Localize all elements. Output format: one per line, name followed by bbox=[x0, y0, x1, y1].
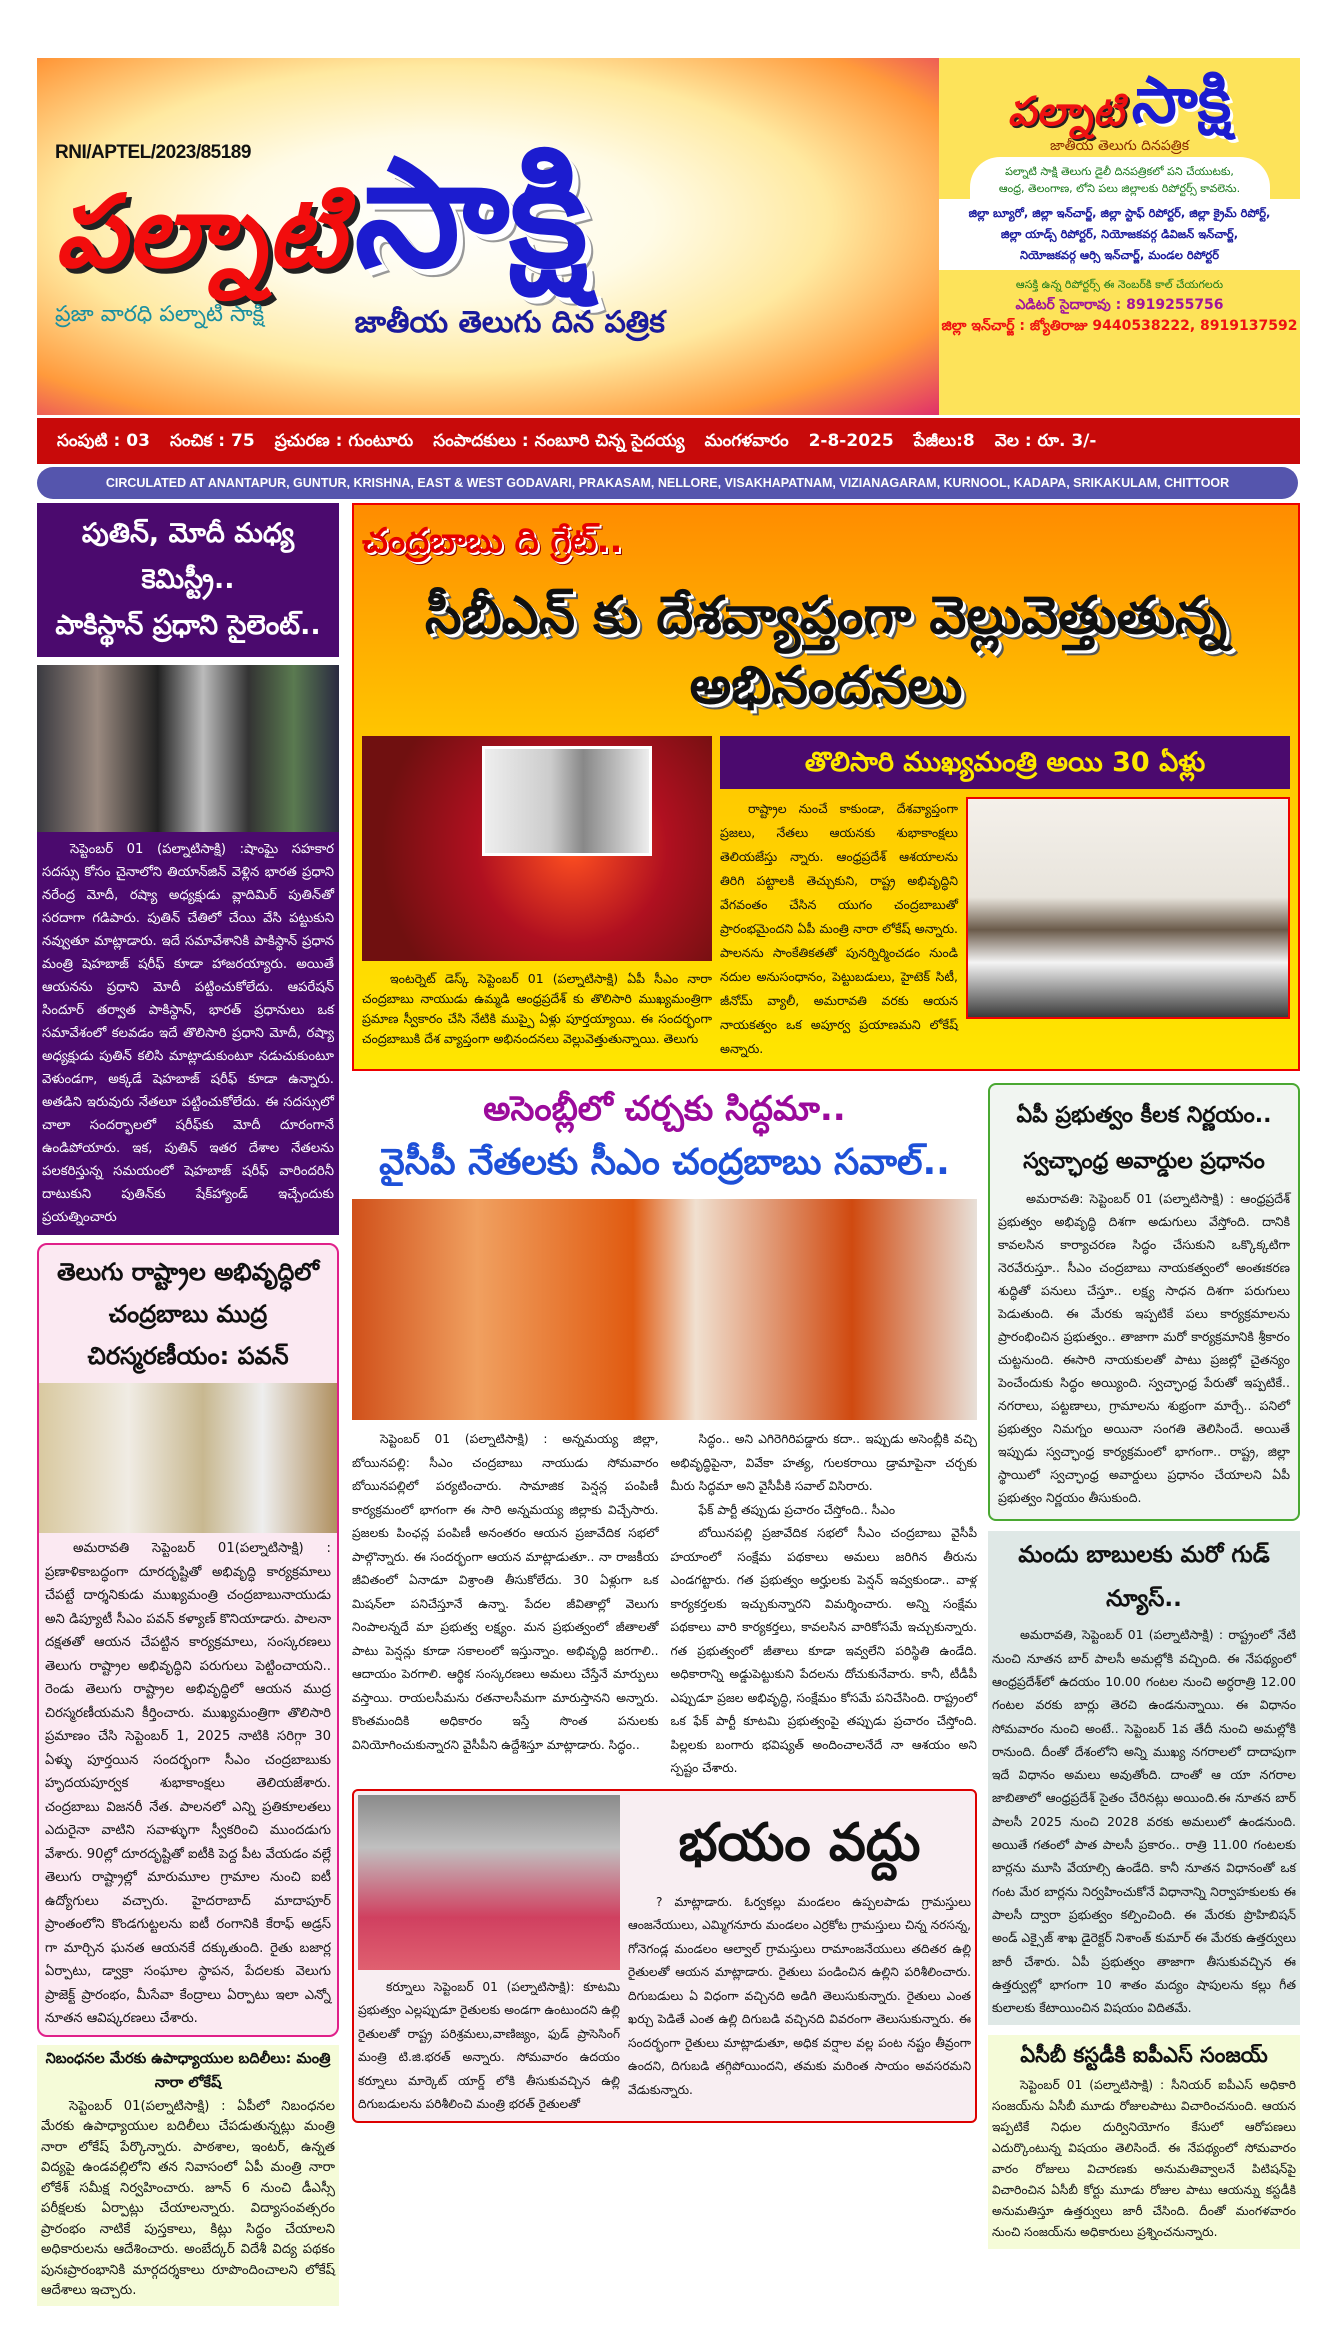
pawan-headline bbox=[39, 1245, 337, 1383]
subheading: ఫేక్ పార్టీ తప్పుడు ప్రచారం చేస్తోంది.. సీఎం bbox=[698, 1502, 896, 1517]
body-column bbox=[671, 1428, 978, 1781]
news-body bbox=[37, 503, 1300, 2306]
teacher-transfer-headline: నిబంధనల మేరకు ఉపాధ్యాయుల బదిలీలు: మంత్రి నారా లోకేష్ bbox=[45, 2050, 331, 2091]
onion-right bbox=[628, 1795, 971, 2117]
ad-editor-phone: ఎడిటర్ సైదారావు : 8919255756 bbox=[1015, 297, 1224, 314]
onion-farmers-article bbox=[352, 1789, 977, 2123]
date: 2-8-2025 bbox=[808, 431, 894, 451]
headline-line: ఏపీ ప్రభుత్వం కీలక నిర్ణయం.. bbox=[1016, 1103, 1272, 1129]
ad-logo-palnati: పల్నాటి bbox=[1007, 89, 1124, 136]
lead-left bbox=[362, 736, 712, 1049]
ad-call-text: ఆసక్తి ఉన్న రిపోర్టర్స్ ఈ నెంబర్‌కి కాల్ చేయగలరు bbox=[1015, 278, 1224, 292]
teacher-transfer-body: సెప్టెంబర్ 01(పల్నాటిసాక్షి) : ఏపీలో నిబంధనల మేరకు ఉపాధ్యాయుల బదిలీలు చేపడుతున్నట్లు మంత్రి నారా లోకేష్ పేర్కొన్నారు. పాఠశాల, ఇంటర్, ఉన్నత విద్యపై ఉండవల్లిలోని తన నివాసంలో ఏపీ మంత్రి నారా లోకేశ్ సమీక్ష నిర్వహించారు. జూన్ 6 నుంచి డీఎస్సీ పరీక్షలకు ఏర్పాట్లు చేయాలన్నారు. విద్యాసంవత్సరం ప్రారంభం నాటికే పుస్తకాలు, కిట్లు సిద్ధం చేయాలని అధికారులను ఆదేశించారు. అంబేద్కర్ విదేశీ విద్య పథకం పునఃప్రారంభానికి మార్గదర్శకాలు రూపొందించాలని లోకేష్ ఆదేశాలు ఇచ్చారు. bbox=[41, 2098, 335, 2298]
price: వెల : రూ. 3/- bbox=[994, 431, 1097, 451]
headline-line: పాకిస్థాన్ ప్రధాని సైలెంట్.. bbox=[55, 610, 321, 641]
issue-number: సంచిక : 75 bbox=[169, 431, 255, 451]
ad-intro-line: ఆంధ్ర, తెలంగాణ, లోని పలు జిల్లాలకు రిపోర్టర్స్ కావలెను. bbox=[998, 182, 1241, 196]
lead-headline: సీబీఎన్ కు దేశవ్యాప్తంగా వెల్లువెత్తుతున్న అభినందనలు bbox=[424, 586, 1228, 717]
left-column bbox=[37, 503, 339, 2306]
lead-body-left: ఇంటర్నెట్ డెస్క్ సెప్టెంబర్ 01 (పల్నాటిసాక్షి) ఏపీ సీఎం నారా చంద్రబాబు నాయుడు ఉమ్మడి ఆంధ్రప్రదేశ్ కు తొలిసారి ముఖ్యమంత్రిగా ప్రమాణ స్వీకారం చేసి నేటికి ముప్పై ఏళ్లు పూర్తయ్యాయి. ఈ సందర్భంగా చంద్రబాబుకి దేశ వ్యాప్తంగా అభినందనలు వెల్లువెత్తుతున్నాయి. తెలుగు bbox=[362, 970, 712, 1046]
body-column: సెప్టెంబర్ 01 (పల్నాటిసాక్షి) : అన్నమయ్య జిల్లా, బోయినపల్లి: సీఎం చంద్రబాబు నాయుడు సోమవారం బోయినపల్లిలో పర్యటించారు. సామాజిక పెన్షన్ల పంపిణీ కార్యక్రమంలో భాగంగా ఈ సారి అన్నమయ్య జిల్లాకు విచ్చేసారు. ప్రజలకు పింఛన్ల పంపిణీ అనంతరం ఆయన ప్రజావేదిక సభలో పాల్గొన్నారు. ఈ సందర్భంగా ఆయన మాట్లాడుతూ.. నా రాజకీయ జీవితంలో ఏనాడూ విశ్రాంతి తీసుకోలేదు. 30 ఏళ్లుగా ఒక మిషన్‌లా పనిచేస్తూనే ఉన్నా. పేదల జీవితాల్లో వెలుగు నింపాలన్నదే మా ప్రభుత్వ లక్ష్యం. మన ప్రభుత్వంలో జీతాలతో పాటు పెన్షన్లు కూడా సకాలంలో ఇస్తున్నాం. అభివృద్ధి జరగాలి.. ఆదాయం పెరగాలి. ఆర్థిక సంస్కరణలు అమలు చేస్తేనే మార్పులు వస్తాయి. రాయలసీమను రతనాలసీమగా మారుస్తానని అన్నారు. కొంతమందికి అధికారం ఇస్తే సొంత పనులకు వినియోగించుకున్నారని వైసీపీని ఉద్దేశిస్తూ మాట్లాడారు. సిద్ధం.. bbox=[352, 1432, 659, 1752]
assembly-challenge-body bbox=[352, 1428, 977, 1781]
putin-modi-photo bbox=[37, 665, 339, 832]
headline-line: స్వచ్ఛాంధ్ర అవార్డుల ప్రధానం bbox=[1023, 1149, 1265, 1175]
center-column bbox=[352, 1083, 977, 2123]
edition: ప్రచురణ : గుంటూరు bbox=[274, 431, 414, 451]
onion-market-photo bbox=[358, 1795, 620, 1970]
ad-intro bbox=[970, 157, 1270, 199]
headline-line: చంద్రబాబు ముద్ర చిరస్మరణీయం: పవన్ bbox=[87, 1300, 289, 1370]
volume: సంపుటి : 03 bbox=[57, 431, 150, 451]
circulation-bar: CIRCULATED AT ANANTAPUR, GUNTUR, KRISHNA, EAST & WEST GODAVARI, PRAKASAM, NELLORE, VISAKHAPATNAM, VIZIANAGARAM, KURNOOL, KADAPA, SRIKAKULAM, CHITTOOR bbox=[37, 467, 1298, 499]
rni-number: RNI/APTEL/2023/85189 bbox=[55, 142, 251, 164]
lower-area bbox=[352, 1083, 1300, 2249]
ad-subtitle: జాతీయ తెలుగు దినపత్రిక bbox=[1049, 138, 1190, 155]
masthead bbox=[37, 58, 939, 415]
tagline-left: ప్రజా వారధి పల్నాటి సాక్షి bbox=[55, 302, 265, 328]
ad-contacts bbox=[939, 270, 1300, 341]
right-column bbox=[988, 1083, 1300, 2249]
headline-line: అసెంబ్లీలో చర్చకు సిద్ధమా.. bbox=[483, 1089, 846, 1130]
ad-incharge-phone: జిల్లా ఇన్‌చార్జ్ : జ్యోతిరాజు 9440538222, 8919137592 bbox=[941, 318, 1298, 335]
pawan-article bbox=[37, 1243, 339, 2037]
masthead-right bbox=[354, 126, 665, 342]
ad-intro-line: పల్నాటి సాక్షి తెలుగు డైలీ దినపత్రికలో పని చేయుటకు, bbox=[1005, 165, 1234, 179]
cbn-collage-photo bbox=[362, 736, 712, 961]
acb-custody-headline: ఏసీబీ కస్టడీకి ఐపీఎస్ సంజయ్ bbox=[1020, 2043, 1268, 2068]
ad-logo-sakshi: సాక్షి bbox=[1131, 64, 1232, 138]
acb-custody-body: సెప్టెంబర్ 01 (పల్నాటిసాక్షి) : సీనియర్ ఐపీఎస్ అధికారి సంజయ్‌ను ఏసీబీ మూడు రోజులపాటు విచారించనుంది. ఆయన ఇప్పటికే నిధుల దుర్వినియోగం కేసులో ఆరోపణలు ఎదుర్కొంటున్న విషయం తెలిసిందే. ఈ నేపథ్యంలో సోమవారం వారం రోజులు విచారణకు అనుమతివ్వాలనే పిటిషన్‌పై విచారించిన ఏసీబీ కోర్టు మూడు రోజుల పాటు ఆయన్ను కస్టడీకి అనుమతిస్తూ ఉత్తర్వులు జారీ చేసింది. దీంతో మంగళవారం నుంచి సంజయ్‌ను అధికారులు ప్రశ్నించనున్నారు. bbox=[992, 2078, 1296, 2240]
logo-palnati: పల్నాటి bbox=[55, 173, 345, 291]
ad-logo bbox=[1008, 66, 1231, 136]
tagline-center: జాతీయ తెలుగు దిన పత్రిక bbox=[354, 304, 665, 340]
swachhandhra-body: అమరావతి: సెప్టెంబర్ 01 (పల్నాటిసాక్షి) : ఆంధ్రప్రదేశ్ ప్రభుత్వం అభివృద్ధి దిశగా అడుగులు వేస్తోంది. దానికి కావలసిన కార్యాచరణ సిద్ధం చేసుకుని ఒక్కొక్కటిగా నెరవేరుస్తూ.. సీఎం చంద్రబాబు నాయకత్వంలో అంతఃకరణ శుద్ధితో పనులు చేస్తూ.. లక్ష్య సాధన దిశగా పరుగులు పెడుతుంది. ఈ మేరకు ఇప్పటికే పలు కార్యక్రమాలను ప్రారంభించిన ప్రభుత్వం.. తాజాగా మరో కార్యక్రమానికి శ్రీకారం చుట్టనుంది. ఈసారి నాయకులతో పాటు ప్రజల్లో చైతన్యం పెంచేందుకు సిద్ధం అయ్యింది. స్వచ్ఛాంధ్ర పేరుతో ఇప్పటికే.. నగరాలు, పట్టణాలు, గ్రామాలను శుభ్రంగా మార్చే.. పనిలో ప్రభుత్వం నిమగ్నం అయినా సంగతి తెలిసిందే. అయితే ఇప్పుడు స్వచ్ఛాంధ్ర కార్యక్రమంలో భాగంగా.. రాష్ట్ర, జిల్లా స్థాయిలో స్వచ్ఛాంధ్ర అవార్డులు ప్రధానం చేయాలని ఏపీ ప్రభుత్వం నిర్ణయం తీసుకుంది. bbox=[998, 1191, 1290, 1506]
swachhandhra-headline bbox=[990, 1085, 1298, 1185]
bar-policy-headline: మందు బాబులకు మరో గుడ్ న్యూస్.. bbox=[1018, 1542, 1270, 1613]
bar-policy-article bbox=[988, 1531, 1300, 2025]
lead-right-row bbox=[720, 797, 1290, 1061]
headline-line: వైసీపీ నేతలకు సీఎం చంద్రబాబు సవాల్.. bbox=[379, 1142, 950, 1184]
logo-sakshi: సాక్షి bbox=[354, 126, 588, 301]
headline-line: పుతిన్, మోదీ మధ్య కెమిస్ట్రీ.. bbox=[81, 518, 295, 595]
right-area bbox=[352, 503, 1300, 2249]
swachhandhra-article bbox=[988, 1083, 1300, 1521]
putin-modi-headline bbox=[37, 503, 339, 657]
ad-position-line: జిల్లా యాడ్స్ రిపోర్టర్, నియోజకవర్గ డివిజన్ ఇన్‌చార్జ్, bbox=[1000, 227, 1239, 242]
onion-body-right: ? మాట్లాడారు. ఓర్వకల్లు మండలం ఉప్పలపాడు గ్రామస్తులు ఆంజనేయులు, ఎమ్మిగనూరు మండలం ఎర్రకోట గ్రామస్తులు చిన్న నరసన్న, గోనెగండ్ల మండలం ఆల్వాల్ గ్రామస్తులు రామాంజనేయులు తదితర ఉల్లి రైతులతో ఆయన మాట్లాడారు. రైతులు పండించిన ఉల్లిని పరిశీలించారు. దిగుబడులు ఏ విధంగా వచ్చినది అడిగి తెలుసుకున్నారు. రైతులు ఎంత ఖర్చు పెడితే ఎంత ఉల్లి దిగుబడి వచ్చినది వివరంగా తెలుసుకున్నారు. ఈ సందర్భంగా రైతులు మాట్లాడుతూ, అధిక వర్షాల వల్ల పంట నష్టం తీవ్రంగా ఉందని, దిగుబడి తగ్గిపోయిందని, తమకు మరింత సాయం అవసరమని వేడుకున్నారు. bbox=[628, 1894, 971, 2097]
pawan-body: అమరావతి సెప్టెంబర్ 01(పల్నాటిసాక్షి) : ప్రణాళికాబద్ధంగా దూరదృష్టితో అభివృద్ధి కార్యక్రమాలు చేపట్టే దార్శనికుడు ముఖ్యమంత్రి చంద్రబాబునాయుడు అని డిప్యూటీ సీఎం పవన్ కళ్యాణ్ కొనియాడారు. పాలనా దక్షతతో ఆయన చేపట్టిన కార్యక్రమాలు, సంస్కరణలు తెలుగు రాష్ట్రాల అభివృద్ధిని పరుగులు పెట్టించాయని.. రెండు తెలుగు రాష్ట్రాల అభివృద్ధిలో ఆయన ముద్ర చిరస్మరణీయమని కీర్తించారు. ముఖ్యమంత్రిగా తొలిసారి ప్రమాణం చేసి సెప్టెంబర్ 1, 2025 నాటికి సరిగ్గా 30 ఏళ్ళు పూర్తయిన సందర్భంగా సీఎం చంద్రబాబుకు హృదయపూర్వక శుభాకాంక్షలు తెలియజేశారు. చంద్రబాబు విజనరీ నేత. పాలనలో ఎన్ని ప్రతికూలతలు ఎదురైనా వాటిని సవాళ్ళుగా స్వీకరించి ముందడుగు వేశారు. 90ల్లో దూరదృష్టితో ఐటీకి పెద్ద పీట వేయడం వల్లే తెలుగు రాష్ట్రాల్లో మారుమూల గ్రామాల నుంచి ఐటీ ఉద్యోగులు వచ్చారు. హైదరాబాద్ మాదాపూర్ ప్రాంతంలోని కొండగుట్టలను ఐటీ రంగానికి కేరాఫ్ అడ్రస్ గా మార్చిన ఘనత ఆయనకే దక్కుతుంది. రైతు బజార్ల ఏర్పాటు, డ్వాక్రా సంఘాల స్థాపన, పేదలకు వెలుగు ప్రాజెక్ట్ ప్రారంభం, మీసేవా కేంద్రాలు ఏర్పాటు ఇలా ఎన్నో నూతన ఆవిష్కరణలు చేశారు. bbox=[45, 1541, 331, 2026]
putin-modi-body: సెప్టెంబర్ 01 (పల్నాటిసాక్షి) :షాంఘై సహకార సదస్సు కోసం చైనాలోని తియాన్‌జిన్ వెళ్లిన భారత ప్రధాని నరేంద్ర మోదీ, రష్యా అధ్యక్షుడు వ్లాదిమిర్ పుతిన్‌తో సరదాగా గడిపారు. పుతిన్ చేతిలో చేయి వేసి పట్టుకుని నవ్వుతూ మాట్లాడారు. ఇదే సమావేశానికి పాకిస్థాన్ ప్రధాన మంత్రి షెహబాజ్ షరీఫ్ కూడా హాజరయ్యారు. అయితే ఆయనను ప్రధాని మోదీ పట్టించుకోలేదు. ఆపరేషన్ సిందూర్ తర్వాత పాకిస్థాన్, భారత్ ప్రధానులు ఒక సమావేశంలో కలవడం ఇదే తొలిసారి ప్రధాని మోదీ, రష్యా అధ్యక్షుడు పుతిన్ కలిసి మాట్లాడుకుంటూ నడుచుకుంటూ వెళుండగా, అక్కడే షెహబాజ్ షరీఫ్ కూడా ఉన్నారు. అతడిని ఇరువురు నేతలూ పట్టించుకోలేదు. ఈ సదస్సులో చాలా సందర్భాలలో షరీఫ్‌కు మోదీ దూరంగానే ఉండిపోయారు. ఇక, పుతిన్ ఇతర దేశాల నేతలను పలకరిస్తున్న సమయంలో షెహబాజ్ షరీఫ్ వారిందరినీ దాటుకుని పుతిన్‌కు షేక్‌హ్యాండ్ ఇచ్చేందుకు ప్రయత్నించారు bbox=[37, 832, 339, 1235]
onion-left bbox=[358, 1795, 620, 2117]
lead-story bbox=[352, 503, 1300, 1071]
lead-subhead: తొలిసారి ముఖ్యమంత్రి అయి 30 ఏళ్లు bbox=[720, 736, 1290, 790]
bar-policy-body: అమరావతి, సెప్టెంబర్ 01 (పల్నాటిసాక్షి) : రాష్ట్రంలో నేటి నుంచి నూతన బార్ పాలసీ అమల్లోకి వచ్చింది. ఈ నేపథ్యంలో ఆంధ్రప్రదేశ్‌లో ఉదయం 10.00 గంటల నుంచి అర్ధరాత్రి 12.00 గంటల వరకు బార్లు తెరచి ఉండనున్నాయి. ఈ విధానం సోమవారం నుంచి అంటే.. సెప్టెంబర్ 1వ తేదీ నుంచి అమల్లోకి రానుంది. దీంతో దేశంలోని అన్ని ముఖ్య నగరాలలో దాదాపుగా ఇదే విధానం అమలు అవుతోంది. దాంతో ఆ యా నగరాల జాబితాలో ఆంధ్రప్రదేశ్ సైతం చేరినట్లు అయింది.ఈ నూతన బార్ పాలసీ 2025 నుంచి 2028 వరకు అమలులో ఉండనుంది. అయితే గతంలో పాత పాలసీ ప్రకారం.. రాత్రి 11.00 గంటలకు బార్లను మూసి వేయాల్సి ఉండేది. కానీ నూతన విధానంతో ఒక గంట మేర బార్లను నిర్వహించుకోనే విధానాన్ని నిర్వాహకులకు ఈ పాలసీ ద్వారా ప్రభుత్వం కల్పించింది. ఈ మేరకు ప్రొహిబిషన్ అండ్ ఎక్సైజ్ శాఖ డైరెక్టర్ నిశాంత్ కుమార్ ఈ మేరకు ఉత్తర్వులు జారీ చేశారు. ఏపీ ప్రభుత్వం తాజాగా తీసుకువచ్చిన ఈ ఉత్తర్వుల్లో భాగంగా 10 శాతం మద్యం షాపులను కల్లు గీత కులాలకు కేటాయించిన విషయం విదితమే. bbox=[992, 1627, 1296, 2016]
headline-line: తెలుగు రాష్ట్రాల అభివృద్ధిలో bbox=[57, 1258, 319, 1286]
ad-positions bbox=[939, 199, 1300, 270]
paragraph: బోయినపల్లి ప్రజావేదిక సభలో సీఎం చంద్రబాబు వైసీపీ హయాంలో సంక్షేమ పథకాలు అమలు జరిగిన తీరును ఎండగట్టారు. గత ప్రభుత్వం అర్హులకు పెన్షన్ ఇవ్వకుండా.. వాళ్ల కార్యకర్తలకు ఇచ్చుకున్నారని విమర్శించారు. అన్ని సంక్షేమ పథకాలు వారి కార్యకర్తలు, కావలసిన వారికోసమే ఇచ్చుకున్నారు. గత ప్రభుత్వంలో జీతాలు కూడా ఇవ్వలేని పరిస్థితి ఉండేది. అధికారాన్ని అడ్డుపెట్టుకుని పేదలను దోచుకునేవారు. కానీ, టీడీపీ ఎప్పుడూ ప్రజల అభివృద్ధి, సంక్షేమం కోసమే పనిచేసింది. రాష్ట్రంలో ఒక ఫేక్ పార్టీ కూటమి ప్రభుత్వంపై తప్పుడు ప్రచారం చేస్తోంది. పిల్లలకు బంగారు భవిష్యత్ అందించాలనేదే నా ఆశయం అని స్పష్టం చేశారు. bbox=[670, 1526, 977, 1776]
assembly-challenge-headline bbox=[352, 1083, 977, 1191]
lead-content bbox=[362, 736, 1290, 1062]
masthead-left bbox=[55, 142, 345, 331]
onion-body-left: కర్నూలు సెప్టెంబర్ 01 (పల్నాటిసాక్షి): కూటమి ప్రభుత్వం ఎల్లప్పుడూ రైతులకు అండగా ఉంటుందని ఉల్లి రైతులతో రాష్ట్ర పరిశ్రమలు,వాణిజ్యం, ఫుడ్ ప్రాసెసింగ్ మంత్రి టి.జి.భరత్ అన్నారు. సోమవారం ఉదయం కర్నూలు మార్కెట్ యార్డ్ లోకి తీసుకువచ్చిన ఉల్లి దిగుబడులను పరిశీలించి మంత్రి భరత్ రైతులతో bbox=[358, 1979, 620, 2112]
teacher-transfer-article bbox=[37, 2045, 339, 2306]
ad-position-line: జిల్లా బ్యూరో, జిల్లా ఇన్‌చార్జ్, జిల్లా స్టాఫ్ రిపోర్టర్, జిల్లా క్రైమ్ రిపోర్ట్, bbox=[968, 206, 1271, 221]
swearing-in-photo bbox=[966, 797, 1290, 1019]
editor: సంపాదకులు : నంబూరి చిన్న సైదయ్య bbox=[433, 431, 685, 451]
pawan-cbn-photo bbox=[39, 1383, 337, 1533]
jagan-cbn-photo bbox=[352, 1199, 977, 1420]
header-row bbox=[37, 58, 1300, 415]
pages: పేజీలు:8 bbox=[913, 431, 975, 451]
onion-headline: భయం వద్దు bbox=[678, 1812, 921, 1873]
swearing-in-inset-photo bbox=[482, 746, 652, 856]
lead-body-mid: రాష్ట్రాల నుంచే కాకుండా, దేశవ్యాప్తంగా ప్రజలు, నేతలు ఆయనకు శుభాకాంక్షలు తెలియజేస్తు న్నారు. ఆంధ్రప్రదేశ్ ఆశయాలను తిరిగి పట్టాలకి తెచ్చుకుని, రాష్ట్ర అభివృద్ధిని వేగవంతం చేసిన యుగం చంద్రబాబుతో ప్రారంభమైందని ఏపీ మంత్రి నారా లోకేష్ అన్నారు. పాలనను సాంకేతికతతో పునర్నిర్మించడం నుండి నదుల అనుసంధానం, పెట్టుబడులు, హైటెక్ సిటీ, జీనోమ్ వ్యాలీ, అమరావతి వరకు ఆయన నాయకత్వం ఒక అపూర్వ ప్రయాణమని లోకేష్ అన్నారు. bbox=[720, 801, 958, 1057]
reporter-wanted-ad bbox=[939, 58, 1300, 415]
ad-position-line: నియోజకవర్గ ఆర్సి ఇన్‌చార్జ్, మండల రిపోర్టర్ bbox=[1019, 248, 1220, 263]
weekday: మంగళవారం bbox=[704, 431, 789, 451]
lead-right bbox=[720, 736, 1290, 1062]
paragraph: సిద్ధం.. అని ఎగిరెగిరిపడ్డారు కదా.. ఇప్పుడు అసెంబ్లీకి వచ్చి అభివృద్ధిపైనా, వివేకా హత్య, గులకరాయి డ్రామాపైనా చర్చకు మీరు సిద్ధమా అని వైసీపీకి సవాల్ విసిరారు. bbox=[670, 1432, 977, 1494]
issue-info-bar bbox=[37, 418, 1300, 464]
lead-kicker: చంద్రబాబు ది గ్రేట్.. bbox=[362, 521, 623, 561]
acb-custody-article bbox=[988, 2035, 1300, 2249]
